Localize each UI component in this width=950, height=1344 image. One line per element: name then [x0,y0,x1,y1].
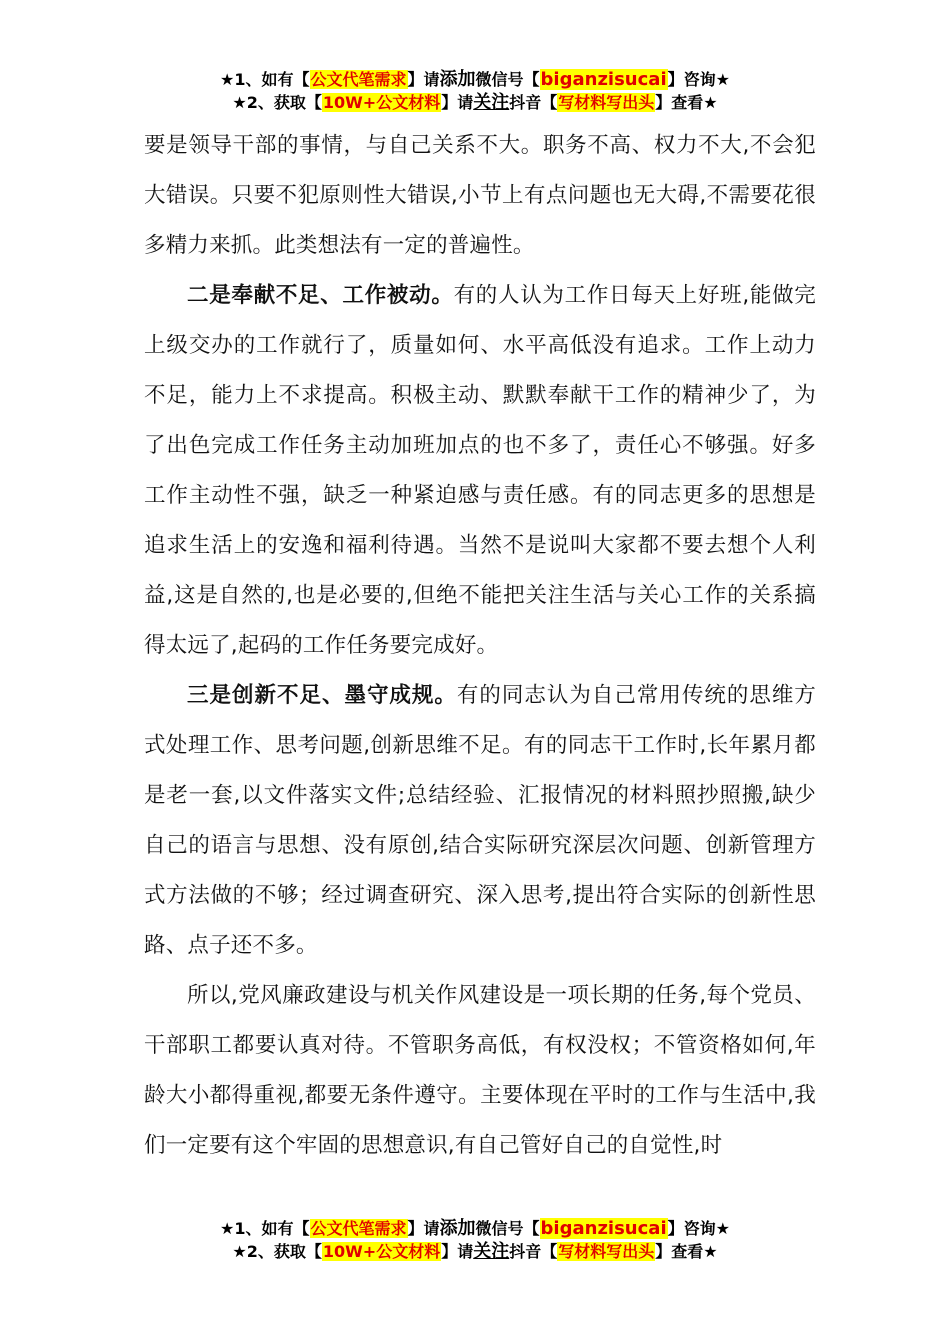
banner-text: 】查看★ [655,93,718,112]
banner-text: ★1、如有【 [220,70,310,89]
paragraph-1: 要是领导干部的事情，与自己关系不大。职务不高、权力不大,不会犯大错误。只要不犯原则性大错误,小节上有点问题也无大碍,不需要花很多精力来抓。此类想法有一定的普遍性。 [144,133,816,258]
paragraph-2-heading: 二是奉献不足、工作被动。 [187,283,454,308]
banner-text: 】请 [407,1219,440,1238]
paragraph-3-text: 有的同志认为自己常用传统的思维方式处理工作、思考问题,创新思维不足。有的同志干工作时,长年累月都是老一套,以文件落实文件;总结经验、汇报情况的材料照抄照搬,缺少自己的语言与思想、没有原创,结合实际研究深层次问题、创新管理方式方法做的不够；经过调查研究、深入思考,提出符合实际的创新性思路、点子还不多。 [144,683,817,958]
paragraph-3 [144,671,816,971]
banner-text: 】咨询★ [667,1219,730,1238]
banner-text: 】请 [441,1242,474,1261]
paragraph-4: 所以,党风廉政建设与机关作风建设是一项长期的任务,每个党员、干部职工都要认真对待。不管职务高低，有权没权；不管资格如何,年龄大小都得重视,都要无条件遵守。主要体现在平时的工作与生活中,我们一定要有这个牢固的思想意识,有自己管好自己的自觉性,时 [144,983,816,1158]
banner-text: ★1、如有【 [220,1219,310,1238]
banner-wechat-id: biganzisucai [540,1218,667,1239]
banner-text: 】查看★ [655,1242,718,1261]
banner-text: 微信号【 [475,70,540,89]
banner-emphasis: 添加 [439,69,476,90]
banner-text: ★2、获取【 [232,93,322,112]
banner-emphasis: 添加 [439,1218,476,1239]
banner-text: 抖音【 [509,93,558,112]
banner-emphasis: 关注 [473,92,510,113]
footer-banner [0,1217,950,1263]
banner-wechat-id: biganzisucai [540,69,667,90]
banner-text: 】请 [407,70,440,89]
banner-text: 】请 [441,93,474,112]
paragraph-2 [144,271,816,671]
banner-text: 】咨询★ [667,70,730,89]
banner-highlight: 10W+公文材料 [322,93,441,112]
header-banner [0,68,950,114]
banner-douyin-name: 写材料写出头 [558,1242,655,1261]
banner-line-1 [0,1217,950,1240]
paragraph-3-heading: 三是创新不足、墨守成规。 [187,683,457,708]
banner-douyin-name: 写材料写出头 [558,93,655,112]
banner-text: 微信号【 [475,1219,540,1238]
banner-line-1 [0,68,950,91]
banner-highlight: 公文代笔需求 [310,1219,407,1238]
banner-text: ★2、获取【 [232,1242,322,1261]
paragraph-2-text: 有的人认为工作日每天上好班,能做完上级交办的工作就行了，质量如何、水平高低没有追求。工作上动力不足，能力上不求提高。积极主动、默默奉献干工作的精神少了，为了出色完成工作任务主动加班加点的也不多了，责任心不够强。好多工作主动性不强，缺乏一种紧迫感与责任感。有的同志更多的思想是追求生活上的安逸和福利待遇。当然不是说叫大家都不要去想个人利益,这是自然的,也是必要的,但绝不能把关注生活与关心工作的关系搞得太远了,起码的工作任务要完成好。 [144,283,816,658]
document-body [144,121,816,1171]
banner-line-2 [0,91,950,114]
banner-highlight: 公文代笔需求 [310,70,407,89]
banner-emphasis: 关注 [473,1241,510,1262]
banner-line-2 [0,1240,950,1263]
banner-text: 抖音【 [509,1242,558,1261]
banner-highlight: 10W+公文材料 [322,1242,441,1261]
